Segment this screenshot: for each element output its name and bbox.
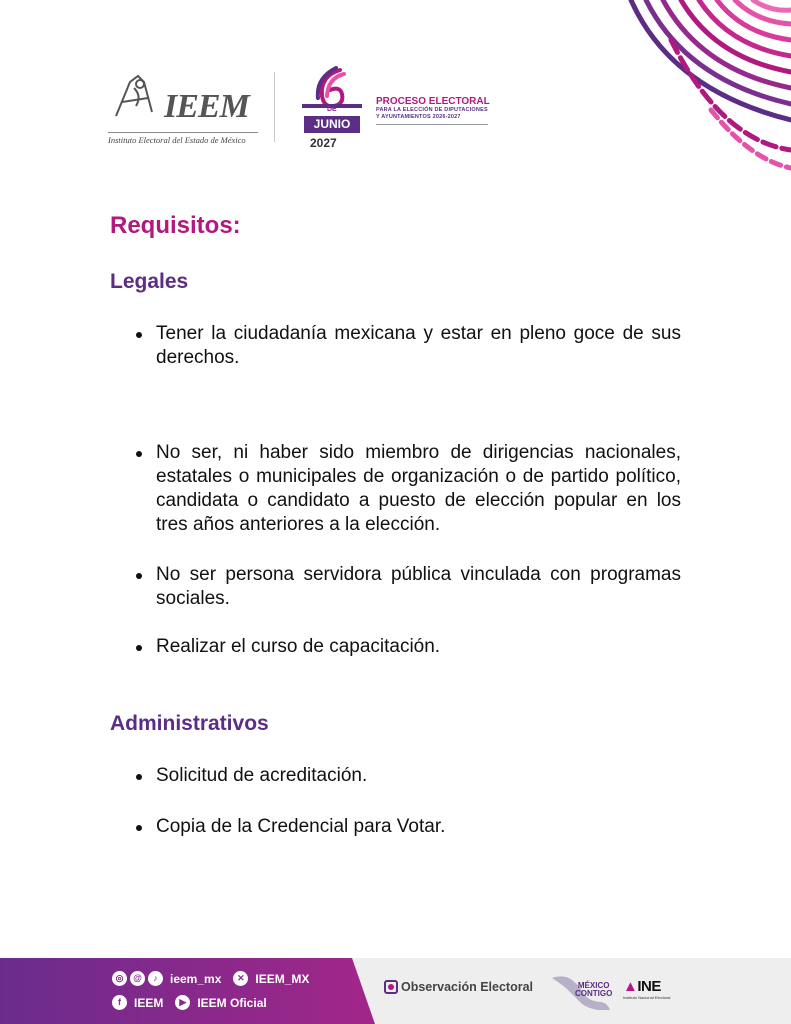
- list-item-text: Solicitud de acreditación.: [156, 765, 368, 786]
- observacion-logo: [384, 980, 533, 994]
- header-logos: [108, 66, 508, 156]
- date-year: 2027: [310, 136, 337, 150]
- section-heading-administrativos: Administrativos: [110, 712, 269, 735]
- bullet-icon: [136, 774, 142, 780]
- list-item-text: Copia de la Credencial para Votar.: [156, 816, 446, 837]
- six-numeral-icon: [300, 66, 364, 110]
- list-item-text: No ser, ni haber sido miembro de dirigencias nacionales, estatales o municipales de organización o de partido político, candidata o candidato a puesto de elección popular en los tres años anteriores a la elección.: [156, 442, 681, 535]
- x-handle[interactable]: IEEM_MX: [255, 971, 310, 986]
- date-de: DE: [327, 106, 337, 113]
- list-item-text: Realizar el curso de capacitación.: [156, 636, 441, 657]
- observacion-text: Observación Electoral: [401, 980, 534, 994]
- footer: [0, 958, 791, 1024]
- ieem-subtitle: Instituto Electoral del Estado de México: [108, 132, 258, 145]
- bullet-icon: [136, 332, 142, 338]
- ieem-emblem-icon: [108, 72, 168, 124]
- ine-text: INE: [637, 978, 661, 995]
- facebook-icon[interactable]: f: [112, 995, 127, 1010]
- list-item: [136, 635, 681, 659]
- fingerprint-decoration: [611, 0, 791, 180]
- page-title: Requisitos:: [110, 212, 241, 239]
- facebook-handle[interactable]: IEEM: [134, 995, 164, 1010]
- proceso-title: PROCESO ELECTORAL: [376, 96, 490, 107]
- list-item-text: No ser persona servidora pública vinculada con programas sociales.: [156, 564, 681, 609]
- date-logo: [300, 66, 372, 156]
- youtube-handle[interactable]: IEEM Oficial: [197, 995, 267, 1010]
- mexico-contigo: [575, 982, 612, 998]
- ine-logo: [623, 978, 683, 1000]
- bullet-icon: [136, 825, 142, 831]
- instagram-icon[interactable]: ◎: [112, 971, 127, 986]
- threads-icon[interactable]: @: [130, 971, 145, 986]
- ine-subtitle: Instituto Nacional Electoral: [623, 995, 671, 1000]
- proceso-electoral: [376, 96, 506, 125]
- list-item: [136, 563, 681, 611]
- section-heading-legales: Legales: [110, 270, 189, 293]
- youtube-icon[interactable]: ▶: [175, 995, 190, 1010]
- x-icon[interactable]: ✕: [233, 971, 248, 986]
- mexico-line-1: MÉXICO: [577, 981, 610, 990]
- observacion-icon: [384, 980, 398, 994]
- bullet-icon: [136, 573, 142, 579]
- proceso-line-2: Y AYUNTAMIENTOS 2026-2027: [376, 114, 461, 120]
- bullet-icon: [136, 451, 142, 457]
- mexico-line-2: CONTIGO: [575, 989, 613, 998]
- bullet-icon: [136, 645, 142, 651]
- list-item-text: Tener la ciudadanía mexicana y estar en pleno goce de sus derechos.: [156, 323, 681, 368]
- proceso-line-1: PARA LA ELECCIÓN DE DIPUTACIONES: [376, 107, 488, 113]
- footer-purple-band: [0, 958, 375, 1024]
- social-handle[interactable]: ieem_mx: [170, 971, 222, 986]
- list-item: [136, 322, 681, 370]
- header-divider: [274, 72, 275, 142]
- tiktok-icon[interactable]: ♪: [148, 971, 163, 986]
- list-item: [136, 815, 681, 839]
- list-item: [136, 764, 681, 788]
- ine-wordmark: [623, 978, 683, 995]
- social-row-1: [112, 971, 321, 986]
- ine-emblem-icon: ▲: [623, 978, 638, 995]
- date-month: JUNIO: [304, 116, 360, 133]
- ieem-logo: [108, 72, 258, 144]
- proceso-underline: [376, 124, 488, 125]
- list-item: [136, 441, 681, 537]
- ieem-wordmark: IEEM: [164, 88, 249, 125]
- social-row-2: [112, 995, 279, 1010]
